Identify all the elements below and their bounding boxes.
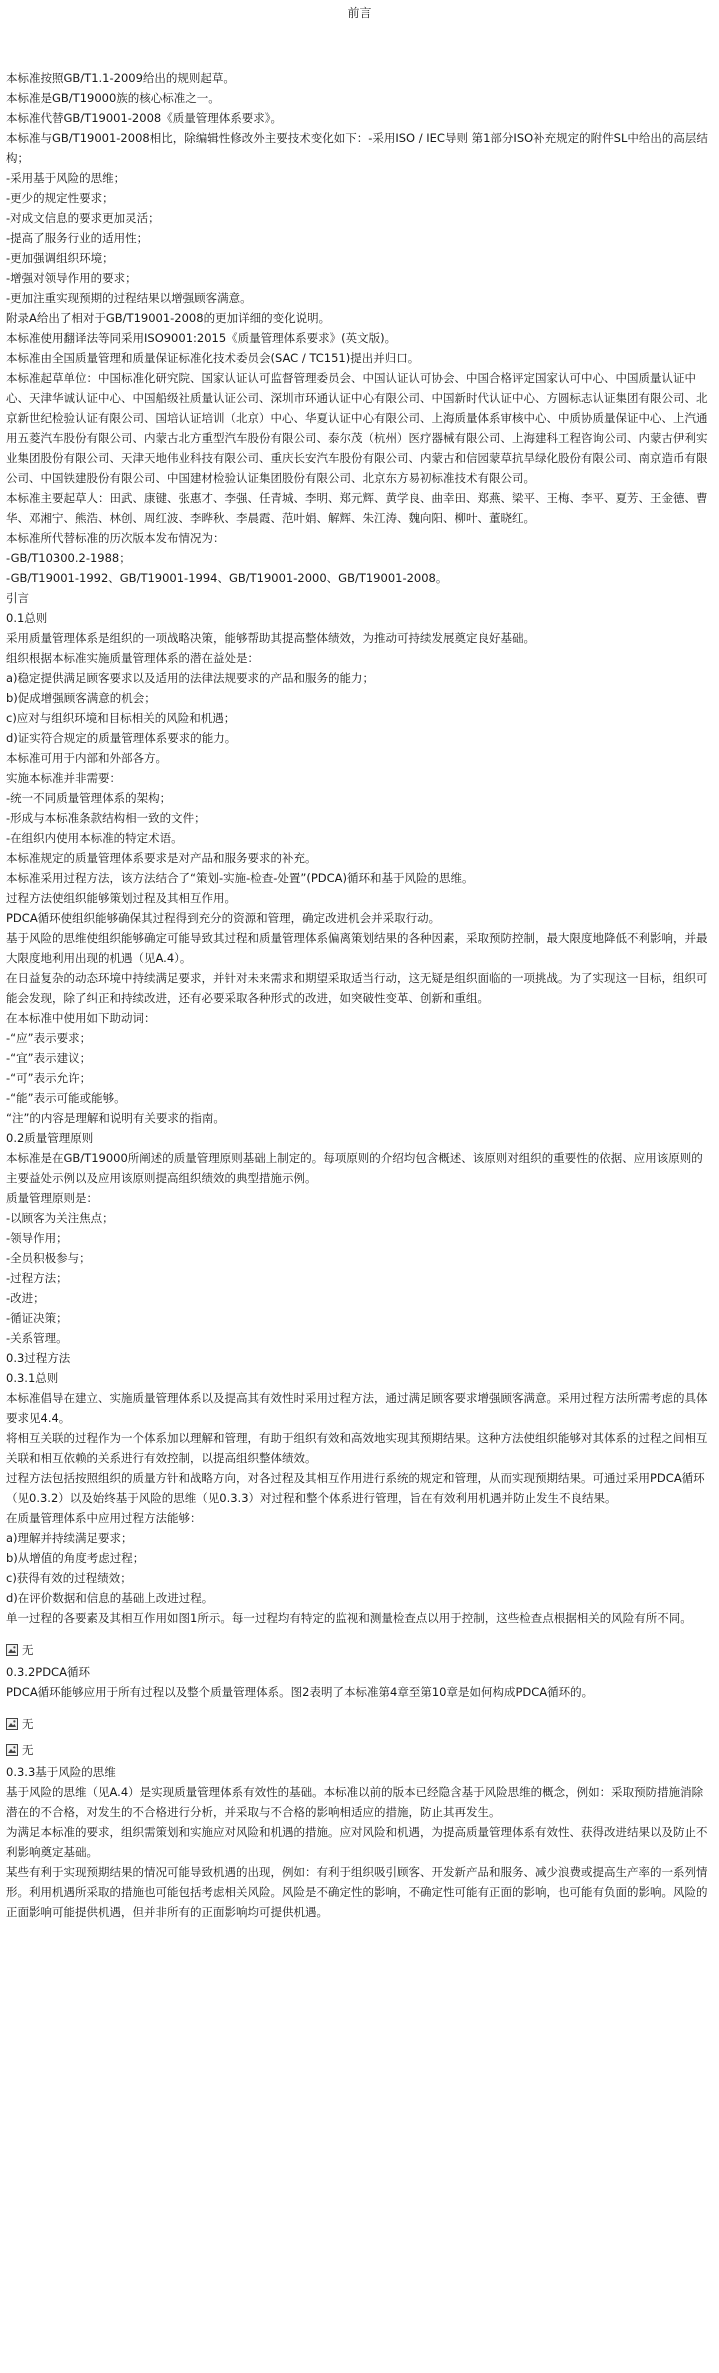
- paragraph: -形成与本标准条款结构相一致的文件；: [6, 811, 206, 825]
- paragraph: 质量管理原则是：: [6, 1191, 98, 1205]
- paragraph: 过程方法使组织能够策划过程及其相互作用。: [6, 891, 236, 905]
- paragraph: 本标准由全国质量管理和质量保证标准化技术委员会(SAC / TC151)提出并归口。: [6, 351, 420, 365]
- paragraph: 本标准代替GB/T19001-2008《质量管理体系要求》。: [6, 111, 282, 125]
- paragraph: b)促成增强顾客满意的机会；: [6, 691, 156, 705]
- broken-image-icon: [6, 1744, 18, 1756]
- paragraph: 过程方法包括按照组织的质量方针和战略方向，对各过程及其相互作用进行系统的规定和管理，从而实现预期结果。可通过采用PDCA循环（见0.3.2）以及始终基于风险的思维（见0.3.3）对过程和整个体系进行管理，旨在有效利用机遇并防止发生不良结果。: [6, 1471, 705, 1505]
- paragraph: 本标准可用于内部和外部各方。: [6, 751, 167, 765]
- paragraph: -改进；: [6, 1291, 45, 1305]
- paragraph: -过程方法；: [6, 1271, 68, 1285]
- paragraph: c)获得有效的过程绩效；: [6, 1571, 132, 1585]
- paragraph: 在本标准中使用如下助动词：: [6, 1011, 156, 1025]
- paragraph: -领导作用；: [6, 1231, 68, 1245]
- paragraph: b)从增值的角度考虑过程；: [6, 1551, 145, 1565]
- paragraph: 附录A给出了相对于GB/T19001-2008的更加详细的变化说明。: [6, 311, 331, 325]
- paragraph: 将相互关联的过程作为一个体系加以理解和管理，有助于组织有效和高效地实现其预期结果。这种方法使组织能够对其体系的过程之间相互关联和相互依赖的关系进行有效控制，以提高组织整体绩效。: [6, 1431, 708, 1465]
- paragraph: -以顾客为关注焦点；: [6, 1211, 114, 1225]
- paragraph: 本标准按照GB/T1.1-2009给出的规则起草。: [6, 71, 235, 85]
- paragraph: 组织根据本标准实施质量管理体系的潜在益处是：: [6, 651, 259, 665]
- paragraph: -GB/T19001-1992、GB/T19001-1994、GB/T19001-2000、GB/T19001-2008。: [6, 571, 448, 585]
- paragraph: -在组织内使用本标准的特定术语。: [6, 831, 183, 845]
- paragraph: PDCA循环使组织能够确保其过程得到充分的资源和管理，确定改进机会并采取行动。: [6, 911, 441, 925]
- paragraph: 本标准是在GB/T19000所阐述的质量管理原则基础上制定的。每项原则的介绍均包含概述、该原则对组织的重要性的依据、应用该原则的主要益处示例以及应用该原则提高组织绩效的典型措施示例。: [6, 1151, 703, 1185]
- paragraph: d)在评价数据和信息的基础上改进过程。: [6, 1591, 214, 1605]
- section-front-matter: [6, 68, 713, 1628]
- broken-image-icon: [6, 1644, 18, 1656]
- paragraph: 本标准采用过程方法，该方法结合了“策划-实施-检查-处置”(PDCA)循环和基于风险的思维。: [6, 871, 474, 885]
- paragraph: d)证实符合规定的质量管理体系要求的能力。: [6, 731, 237, 745]
- paragraph: -提高了服务行业的适用性；: [6, 231, 149, 245]
- paragraph: 某些有利于实现预期结果的情况可能导致机遇的出现，例如：有利于组织吸引顾客、开发新产品和服务、减少浪费或提高生产率的一系列情形。利用机遇所采取的措施也可能包括考虑相关风险。风险是不确定性的影响，不确定性可能有正面的影响，也可能有负面的影响。风险的正面影响可能提供机遇，但并非所有的正面影响均可提供机遇。: [6, 1865, 708, 1919]
- paragraph: 在质量管理体系中应用过程方法能够：: [6, 1511, 202, 1525]
- paragraph: 0.2质量管理原则: [6, 1131, 94, 1145]
- paragraph: -对成文信息的要求更加灵活；: [6, 211, 160, 225]
- paragraph: -“宜”表示建议；: [6, 1051, 92, 1065]
- paragraph: 0.3.3基于风险的思维: [6, 1765, 116, 1779]
- paragraph: a)理解并持续满足要求；: [6, 1531, 133, 1545]
- paragraph: -“可”表示允许；: [6, 1071, 92, 1085]
- paragraph: -关系管理。: [6, 1331, 68, 1345]
- paragraph: 本标准是GB/T19000族的核心标准之一。: [6, 91, 220, 105]
- paragraph: 本标准规定的质量管理体系要求是对产品和服务要求的补充。: [6, 851, 317, 865]
- paragraph: “注”的内容是理解和说明有关要求的指南。: [6, 1111, 225, 1125]
- paragraph: 0.3过程方法: [6, 1351, 71, 1365]
- paragraph: -GB/T10300.2-1988；: [6, 551, 131, 565]
- paragraph: -“应”表示要求；: [6, 1031, 92, 1045]
- paragraph: -循证决策；: [6, 1311, 68, 1325]
- paragraph: 本标准所代替标准的历次版本发布情况为：: [6, 531, 225, 545]
- broken-image-icon: [6, 1718, 18, 1730]
- figure-2-placeholder: [6, 1714, 713, 1734]
- paragraph: 0.1总则: [6, 611, 48, 625]
- paragraph: 0.3.1总则: [6, 1371, 59, 1385]
- figure-2-alt-text: 无: [22, 1717, 34, 1731]
- paragraph: 本标准倡导在建立、实施质量管理体系以及提高其有效性时采用过程方法，通过满足顾客要求增强顾客满意。采用过程方法所需考虑的具体要求见4.4。: [6, 1391, 708, 1425]
- paragraph: 采用质量管理体系是组织的一项战略决策，能够帮助其提高整体绩效，为推动可持续发展奠定良好基础。: [6, 631, 535, 645]
- paragraph: c)应对与组织环境和目标相关的风险和机遇；: [6, 711, 236, 725]
- figure-1-placeholder: [6, 1640, 713, 1660]
- paragraph: -统一不同质量管理体系的架构；: [6, 791, 172, 805]
- paragraph: 0.3.2PDCA循环: [6, 1665, 90, 1679]
- paragraph: 本标准主要起草人：田武、康键、张惠才、李强、任青城、李明、郑元辉、黄学良、曲幸田、郑燕、梁平、王梅、李平、夏芳、王金德、曹华、邓湘宁、熊浩、林创、周红波、李晔秋、李晨霞、范叶娟、解辉、朱江涛、魏向阳、柳叶、董晓红。: [6, 491, 708, 525]
- paragraph: 实施本标准并非需要：: [6, 771, 121, 785]
- paragraph: 引言: [6, 591, 29, 605]
- paragraph: 本标准与GB/T19001-2008相比，除编辑性修改外主要技术变化如下：-采用ISO / IEC导则 第1部分ISO补充规定的附件SL中给出的高层结构；: [6, 131, 708, 165]
- figure-3-alt-text: 无: [22, 1743, 34, 1757]
- figure-1-alt-text: 无: [22, 1643, 34, 1657]
- paragraph: 基于风险的思维（见A.4）是实现质量管理体系有效性的基础。本标准以前的版本已经隐含基于风险思维的概念，例如：采取预防措施消除潜在的不合格，对发生的不合格进行分析，并采取与不合格的影响相适应的措施，防止其再发生。: [6, 1785, 704, 1819]
- paragraph: a)稳定提供满足顾客要求以及适用的法律法规要求的产品和服务的能力；: [6, 671, 375, 685]
- paragraph: -增强对领导作用的要求；: [6, 271, 137, 285]
- paragraph: 本标准使用翻译法等同采用ISO9001:2015《质量管理体系要求》(英文版)。: [6, 331, 397, 345]
- paragraph: -更少的规定性要求；: [6, 191, 114, 205]
- paragraph: -更加强调组织环境；: [6, 251, 114, 265]
- figure-3-placeholder: [6, 1740, 713, 1760]
- paragraph: -采用基于风险的思维；: [6, 171, 126, 185]
- paragraph: 在日益复杂的动态环境中持续满足要求，并针对未来需求和期望采取适当行动，这无疑是组织面临的一项挑战。为了实现这一目标，组织可能会发现，除了纠正和持续改进，还有必要采取各种形式的改进，如突破性变革、创新和重组。: [6, 971, 708, 1005]
- section-risk-based-thinking: [6, 1762, 713, 1922]
- paragraph: 为满足本标准的要求，组织需策划和实施应对风险和机遇的措施。应对风险和机遇，为提高质量管理体系有效性、获得改进结果以及防止不利影响奠定基础。: [6, 1825, 708, 1859]
- paragraph: PDCA循环能够应用于所有过程以及整个质量管理体系。图2表明了本标准第4章至第10章是如何构成PDCA循环的。: [6, 1685, 594, 1699]
- paragraph: -“能”表示可能或能够。: [6, 1091, 126, 1105]
- paragraph: 单一过程的各要素及其相互作用如图1所示。每一过程均有特定的监视和测量检查点以用于控制，这些检查点根据相关的风险有所不同。: [6, 1611, 692, 1625]
- paragraph: 基于风险的思维使组织能够确定可能导致其过程和质量管理体系偏离策划结果的各种因素，采取预防控制，最大限度地降低不利影响，并最大限度地利用出现的机遇（见A.4）。: [6, 931, 708, 965]
- section-pdca: [6, 1662, 713, 1702]
- page-title: 前言: [347, 6, 372, 20]
- paragraph: -更加注重实现预期的过程结果以增强顾客满意。: [6, 291, 252, 305]
- paragraph: -全员积极参与；: [6, 1251, 91, 1265]
- paragraph: 本标准起草单位：中国标准化研究院、国家认证认可监督管理委员会、中国认证认可协会、中国合格评定国家认可中心、中国质量认证中心、天津华诚认证中心、中国船级社质量认证公司、深圳市环通认证中心有限公司、中国新时代认证中心、方圆标志认证集团有限公司、北京新世纪检验认证有限公司、国培认证培训（北京）中心、华夏认证中心有限公司、上海质量体系审核中心、中质协质量保证中心、上汽通用五菱汽车股份有限公司、内蒙古北方重型汽车股份有限公司、泰尔茂（杭州）医疗器械有限公司、上海建科工程咨询公司、内蒙古伊利实业集团股份有限公司、天津天地伟业科技有限公司、重庆长安汽车股份有限公司、内蒙古和信园蒙草抗旱绿化股份有限公司、南京造币有限公司、中国铁建股份有限公司、中国建材检验认证集团股份有限公司、北京东方易初标准技术有限公司。: [6, 371, 708, 485]
